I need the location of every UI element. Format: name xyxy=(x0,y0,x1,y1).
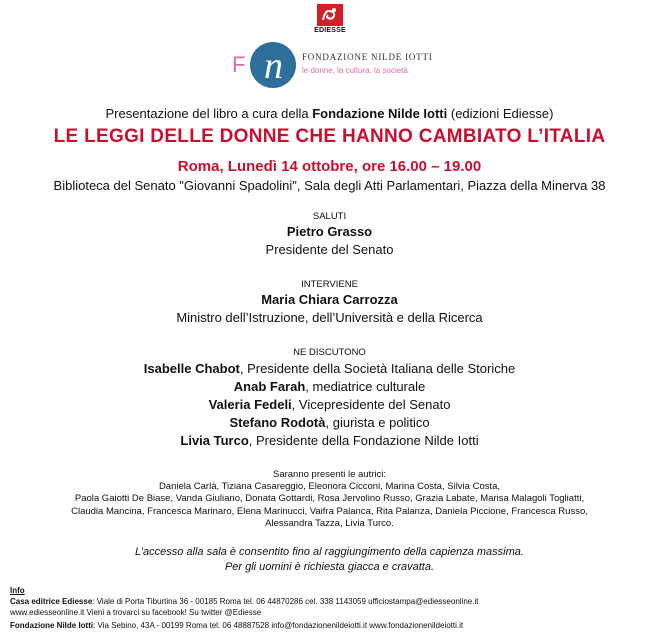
interviene-name: Maria Chiara Carrozza xyxy=(261,292,398,307)
logo-tagline: le donne, la cultura, la società xyxy=(302,66,408,75)
ediesse-logo xyxy=(312,4,348,34)
footer-ediesse-label: Casa editrice Ediesse xyxy=(10,597,93,606)
footer-web[interactable]: www.ediesseonline.it Vieni a trovarci su facebook! Su twitter @Ediesse xyxy=(10,608,262,617)
interviene-heading: INTERVIENE xyxy=(301,279,358,290)
speaker-name: Livia Turco xyxy=(180,433,249,448)
footer-ediesse xyxy=(10,597,478,606)
footer-fondazione xyxy=(10,621,463,630)
autrici-heading: Saranno presenti le autrici: xyxy=(272,469,386,480)
info-label: Info xyxy=(10,586,25,595)
intro-pre: Presentazione del libro a cura della xyxy=(105,106,313,121)
discutono-heading: NE DISCUTONO xyxy=(293,347,366,358)
speaker-role: , Presidente della Società Italiana delle Storiche xyxy=(239,361,516,376)
saluti-heading: SALUTI xyxy=(312,211,347,222)
event-venue: Biblioteca del Senato "Giovanni Spadolini", Sala degli Atti Parlamentari, Piazza della Minerva 38 xyxy=(53,178,606,193)
speaker-name: Isabelle Chabot xyxy=(143,361,240,376)
access-note: L’accesso alla sala è consentito fino al raggiungimento della capienza massima. xyxy=(135,546,524,558)
event-date: Roma, Lunedì 14 ottobre, ore 16.00 – 19.00 xyxy=(177,158,482,175)
speaker-role: , Vicepresidente del Senato xyxy=(291,397,451,412)
autrici-line: Paola Gaiotti De Biase, Vanda Giuliano, Donata Gottardi, Rosa Jervolino Russo, Grazia Labate, Marisa Malagoli Togliatti, xyxy=(74,493,585,504)
autrici-line: Claudia Mancina, Francesca Marinaro, Elena Marinucci, Vaifra Palanca, Rita Palanza, Daniela Piccione, Francesca Russo, xyxy=(71,506,588,517)
logo-letter-n: n xyxy=(264,45,283,87)
ediesse-wordmark: EDIESSE xyxy=(314,27,346,34)
book-title: LE LEGGI DELLE DONNE CHE HANNO CAMBIATO L’ITALIA xyxy=(53,126,606,147)
speaker-name: Valeria Fedeli xyxy=(208,397,292,412)
speaker-line xyxy=(0,433,659,448)
speaker-name: Anab Farah xyxy=(233,379,306,394)
speaker-line xyxy=(0,415,659,430)
speaker-line xyxy=(0,361,659,376)
fondazione-iotti-logo xyxy=(232,42,452,92)
speaker-name: Stefano Rodotà xyxy=(229,415,326,430)
autrici-line: Alessandra Tazza, Livia Turco. xyxy=(265,518,394,529)
saluti-role: Presidente del Senato xyxy=(265,242,394,257)
footer-fondazione-text[interactable]: : Via Sebino, 43A - 00199 Roma tel: 06 48887528 info@fondazionenildeiotti.it www.fondazionenildeiotti.it xyxy=(93,621,464,630)
logo-letter-f: F xyxy=(232,52,246,77)
speaker-line xyxy=(0,379,659,394)
speaker-role: , Presidente della Fondazione Nilde Iotti xyxy=(248,433,479,448)
ediesse-emblem-icon xyxy=(317,4,343,26)
speaker-line xyxy=(0,397,659,412)
saluti-name: Pietro Grasso xyxy=(286,224,373,239)
footer-fondazione-label: Fondazione Nilde Iotti xyxy=(10,621,94,630)
intro-foundation: Fondazione Nilde Iotti xyxy=(312,106,448,121)
intro-line xyxy=(0,106,659,121)
interviene-role: Ministro dell’Istruzione, dell’Università e della Ricerca xyxy=(176,310,483,325)
speaker-role: , giurista e politico xyxy=(325,415,430,430)
logo-foundation-name: FONDAZIONE NILDE IOTTI xyxy=(302,52,433,62)
intro-post: (edizioni Ediesse) xyxy=(447,106,554,121)
autrici-line: Daniela Carlà, Tiziana Casareggio, Eleonora Cicconi, Marina Costa, Silvia Costa, xyxy=(158,481,501,492)
speaker-role: , mediatrice culturale xyxy=(305,379,426,394)
dress-note: Per gli uomini è richiesta giacca e cravatta. xyxy=(224,561,435,573)
footer-ediesse-text: : Viale di Porta Tiburtina 36 - 00185 Roma tel. 06 44870286 cel. 338 1143059 ufficiostampa@ediesseonline.it xyxy=(92,597,479,606)
